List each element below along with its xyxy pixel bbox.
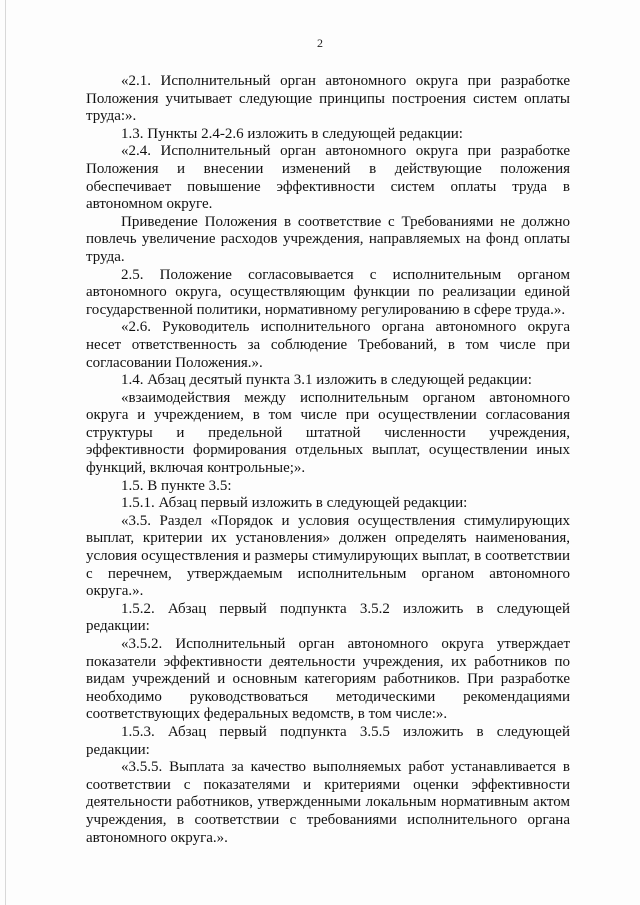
paragraph-1-5-2: 1.5.2. Абзац первый подпункта 3.5.2 изложить в следующей редакции: <box>86 600 570 635</box>
paragraph-3-5: «3.5. Раздел «Порядок и условия осуществления стимулирующих выплат, критерии их установления» должен определять наименования, условия осуществления и размеры стимулирующих выплат, в соответствии с перечнем, утверждаемым исполнительным органом автономного округа.». <box>86 512 570 600</box>
document-body <box>86 73 570 847</box>
paragraph-1-5-3: 1.5.3. Абзац первый подпункта 3.5.5 изложить в следующей редакции: <box>86 723 570 758</box>
paragraph-1-4: 1.4. Абзац десятый пункта 3.1 изложить в следующей редакции: <box>121 372 532 389</box>
page-number: 2 <box>317 36 323 50</box>
scan-edge-line <box>5 0 6 905</box>
paragraph-2-1: «2.1. Исполнительный орган автономного округа при разработке Положения учитывает следующие принципы построения систем оплаты труда:». <box>86 73 570 125</box>
paragraph-1-4-text: «взаимодействия между исполнительным органом автономного округа и учреждением, в том числе при осуществлении согласования структуры и предельной штатной численности учреждения, эффективности формирования отдельных выплат, осуществлении иных функций, включая контрольные;». <box>86 389 570 477</box>
paragraph-1-3: 1.3. Пункты 2.4-2.6 изложить в следующей редакции: <box>121 125 463 142</box>
paragraph-3-5-5: «3.5.5. Выплата за качество выполняемых работ устанавливается в соответствии с показателями и критериями оценки эффективности деятельности работников, утвержденными локальным нормативным актом учреждения, в соответствии с требованиями исполнительного органа автономного округа.». <box>86 759 570 846</box>
paragraph-2-4-cont: Приведение Положения в соответствие с Требованиями не должно повлечь увеличение расходов учреждения, направляемых на фонд оплаты труда. <box>86 213 570 265</box>
paragraph-3-5-2: «3.5.2. Исполнительный орган автономного округа утверждает показатели эффективности деятельности учреждения, их работников по видам учреждений и основным категориям работников. При разработке необходимо руководствоваться методическими рекомендациями соответствующих федеральных ведомств, в том числе:». <box>86 636 570 723</box>
paragraph-2-5: 2.5. Положение согласовывается с исполнительным органом автономного округа, осуществляющим функции по реализации единой государственной политики, нормативному регулированию в сфере труда.». <box>86 266 570 318</box>
paragraph-1-5-1: 1.5.1. Абзац первый изложить в следующей редакции: <box>121 495 468 512</box>
paragraph-2-4: «2.4. Исполнительный орган автономного округа при разработке Положения и внесении изменений в действующие положения обеспечивает повышение эффективности систем оплаты труда в автономном округе. <box>86 143 570 213</box>
paragraph-2-6: «2.6. Руководитель исполнительного органа автономного округа несет ответственность за соблюдение Требований, в том числе при согласовании Положения.». <box>86 319 570 371</box>
paragraph-1-5: 1.5. В пункте 3.5: <box>121 477 232 494</box>
